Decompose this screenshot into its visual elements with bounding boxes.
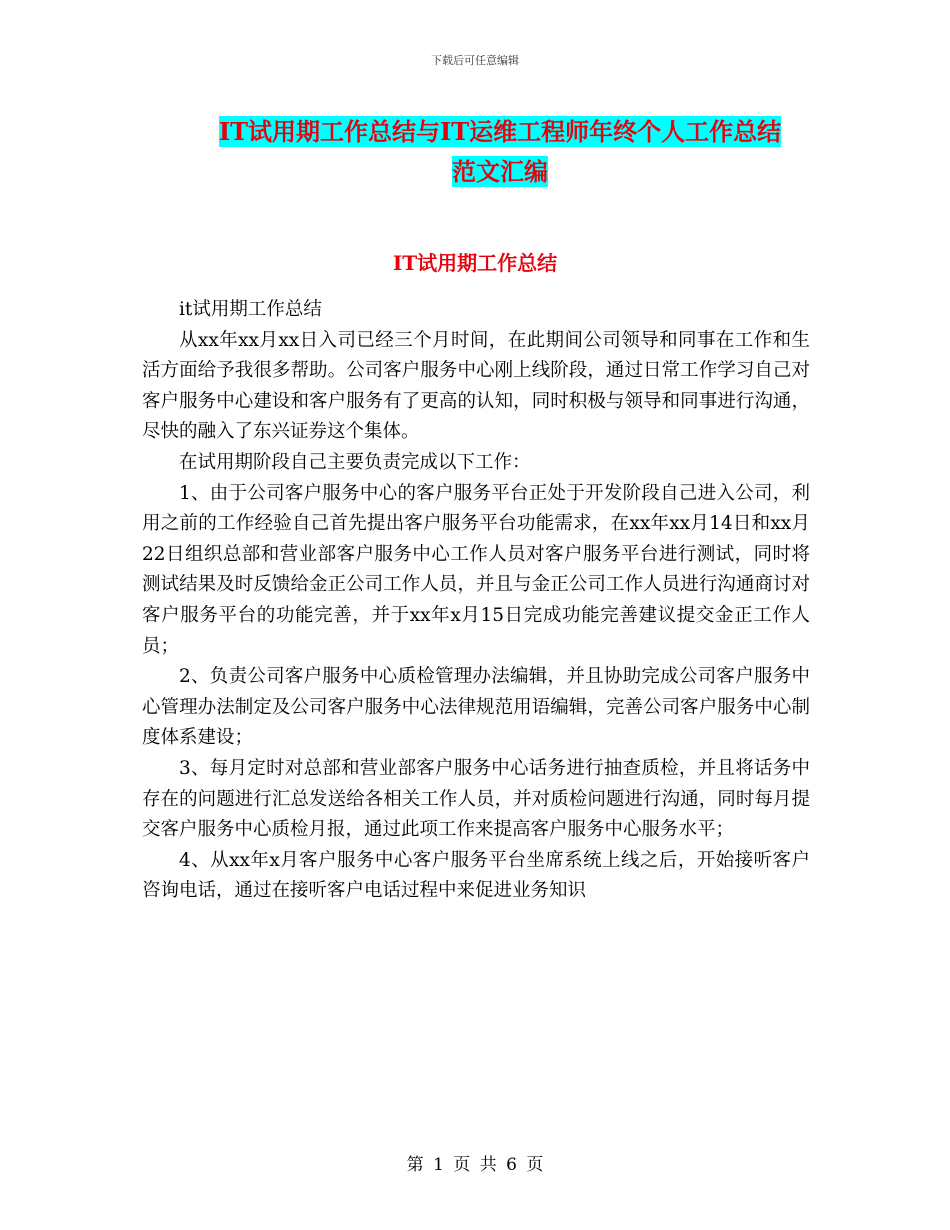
paragraph: 1、由于公司客户服务中心的客户服务平台正处于开发阶段自己进入公司，利用之前的工作经验自己首先提出客户服务平台功能需求，在xx年xx月14日和xx月22日组织总部和营业部客户服务中心工作人员对客户服务平台进行测试，同时将测试结果及时反馈给金正公司工作人员，并且与金正公司工作人员进行沟通商讨对客户服务平台的功能完善，并于xx年x月15日完成功能完善建议提交金正工作人员； (142, 482, 810, 657)
section-title: IT试用期工作总结 (392, 251, 558, 275)
paragraph: it试用期工作总结 (179, 299, 322, 320)
paragraph: 3、每月定时对总部和营业部客户服务中心话务进行抽查质检，并且将话务中存在的问题进行汇总发送给各相关工作人员，并对质检问题进行沟通，同时每月提交客户服务中心质检月报，通过此项工作来提高客户服务中心服务水平； (142, 757, 810, 841)
document-title-line-1: IT试用期工作总结与IT运维工程师年终个人工作总结 (218, 117, 782, 146)
paragraph: 在试用期阶段自己主要负责完成以下工作： (179, 451, 531, 473)
document-title-line-2: 范文汇编 (452, 157, 548, 186)
paragraph: 从xx年xx月xx日入司已经三个月时间，在此期间公司领导和同事在工作和生活方面给予我很多帮助。公司客户服务中心刚上线阶段，通过日常工作学习自己对客户服务中心建设和客户服务有了更高的认知，同时积极与领导和同事进行沟通，尽快的融入了东兴证券这个集体。 (142, 329, 810, 443)
paragraph: 2、负责公司客户服务中心质检管理办法编辑，并且协助完成公司客户服务中心管理办法制定及公司客户服务中心法律规范用语编辑，完善公司客户服务中心制度体系建设； (142, 666, 810, 749)
document-title (140, 112, 860, 192)
page-number-footer: 第 1 页 共 6 页 (406, 1155, 544, 1175)
document-body (142, 295, 810, 907)
paragraph: 4、从xx年x月客户服务中心客户服务平台坐席系统上线之后，开始接听客户咨询电话，通过在接听客户电话过程中来促进业务知识 (142, 849, 810, 902)
page-header-note: 下载后可任意编辑 (431, 54, 519, 67)
